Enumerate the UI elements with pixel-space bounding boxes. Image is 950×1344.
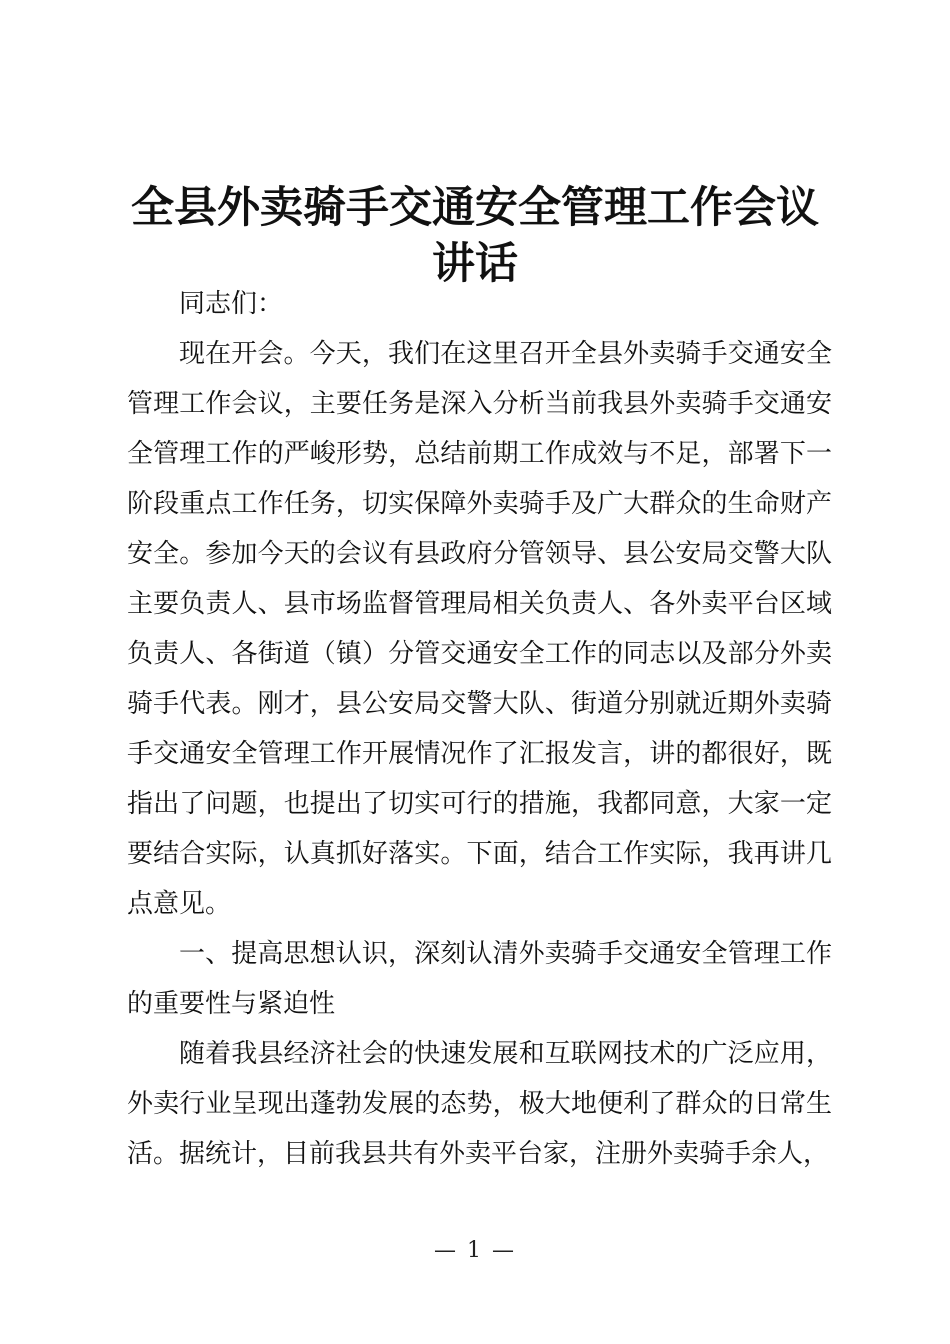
body-paragraph: 随着我县经济社会的快速发展和互联网技术的广泛应用，外卖行业呈现出蓬勃发展的态势，极大地便利了群众的日常生活。据统计，目前我县共有外卖平台家，注册外卖骑手余人，: [127, 1039, 832, 1169]
body-paragraph: 现在开会。今天，我们在这里召开全县外卖骑手交通安全管理工作会议，主要任务是深入分析当前我县外卖骑手交通安全管理工作的严峻形势，总结前期工作成效与不足，部署下一阶段重点工作任务，切实保障外卖骑手及广大群众的生命财产安全。参加今天的会议有县政府分管领导、县公安局交警大队主要负责人、县市场监督管理局相关负责人、各外卖平台区域负责人、各街道（镇）分管交通安全工作的同志以及部分外卖骑手代表。刚才，县公安局交警大队、街道分别就近期外卖骑手交通安全管理工作开展情况作了汇报发言，讲的都很好，既指出了问题，也提出了切实可行的措施，我都同意，大家一定要结合实际，认真抓好落实。下面，结合工作实际，我再讲几点意见。: [127, 339, 832, 919]
page-number: — 1 —: [434, 1238, 516, 1263]
salutation: 同志们：: [179, 289, 284, 319]
section-heading: 一、提高思想认识，深刻认清外卖骑手交通安全管理工作的重要性与紧迫性: [127, 939, 832, 1019]
document-body: [127, 279, 832, 1179]
document-title: 全县外卖骑手交通安全管理工作会议讲话: [131, 183, 819, 289]
